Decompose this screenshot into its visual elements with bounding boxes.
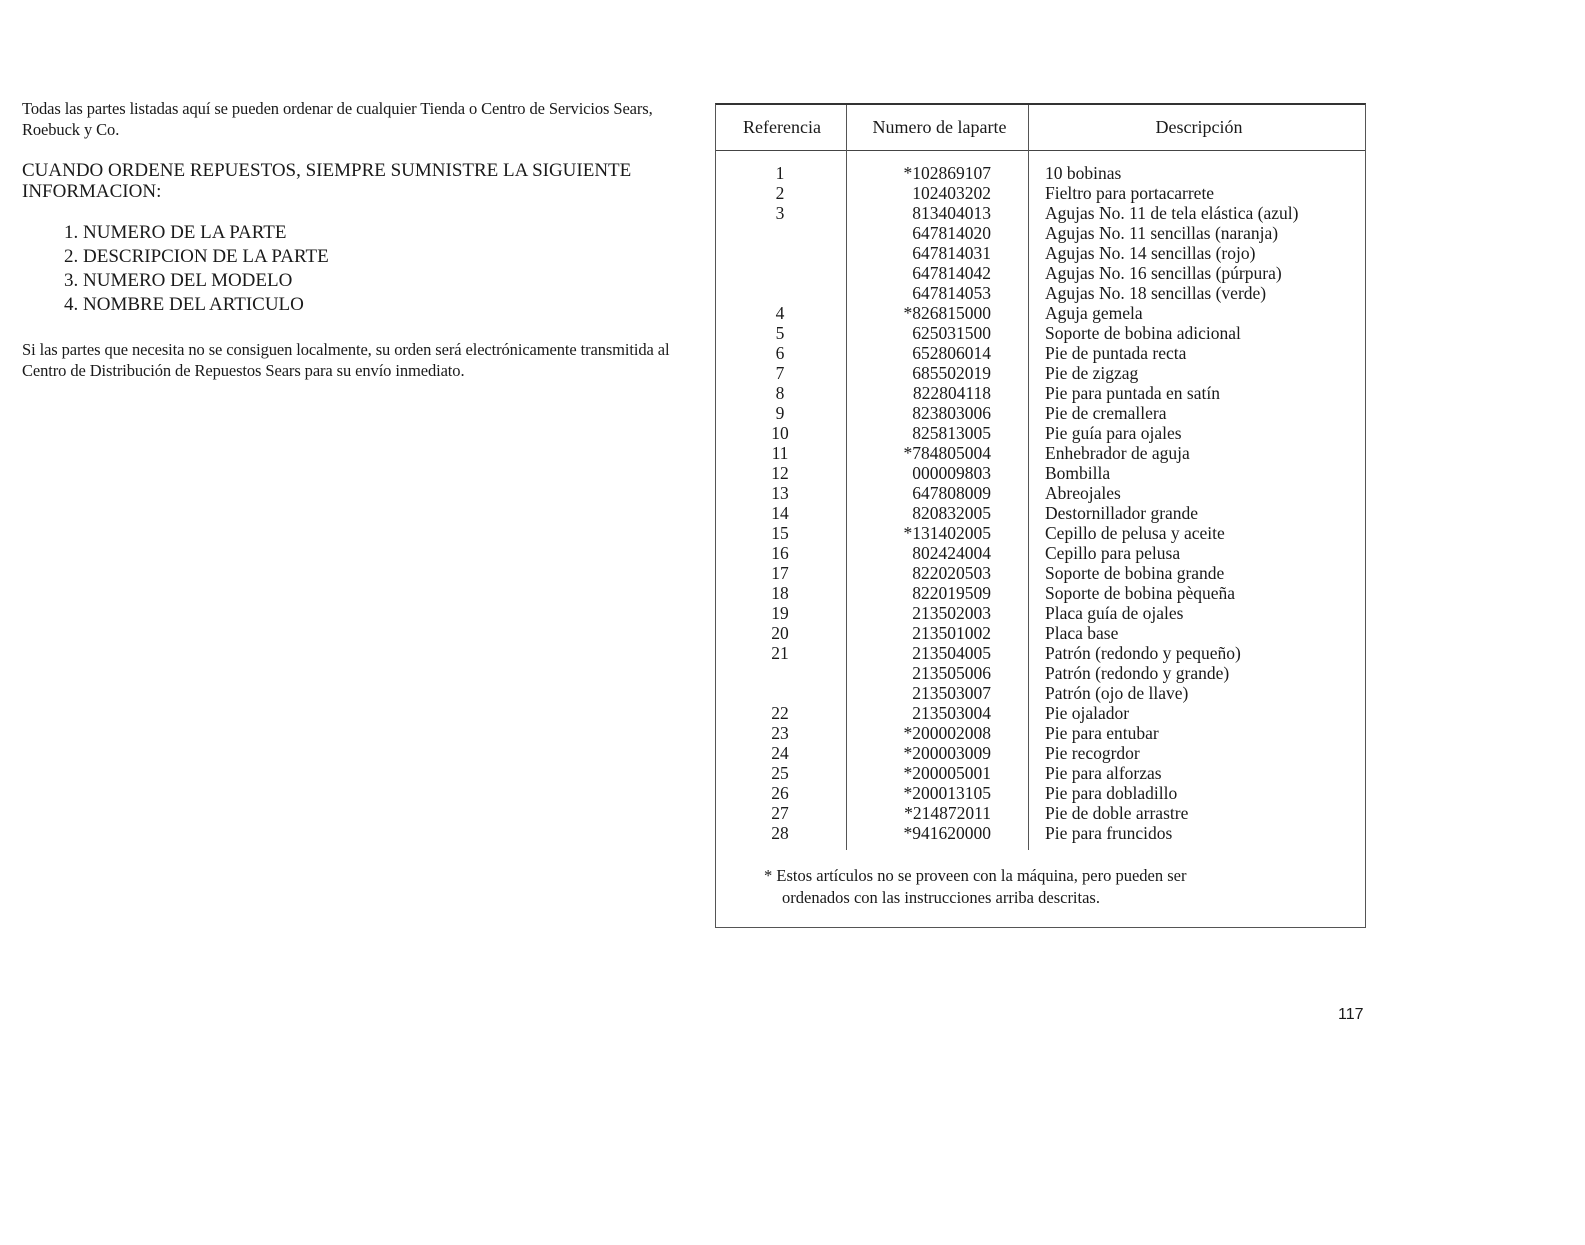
table-row [716,743,1365,763]
cell-description: Patrón (redondo y grande) [1045,663,1230,683]
cell-description: Pie de zigzag [1045,363,1139,383]
cell-description: Pie de doble arrastre [1045,803,1189,823]
cell-description: Fieltro para portacarrete [1045,183,1215,203]
header-reference: Referencia [743,117,821,137]
cell-part-number: 647814042 [912,263,991,283]
cell-description: Pie recogrdor [1045,743,1140,763]
cell-reference: 23 [771,723,789,743]
cell-reference: 5 [775,323,785,343]
cell-part-number: *102869107 [903,163,991,183]
cell-description: Pie guía para ojales [1045,423,1182,443]
table-row [716,323,1365,343]
list-item: 3. NUMERO DEL MODELO [64,270,293,291]
table-row [716,543,1365,563]
cell-part-number: 000009803 [912,463,991,483]
footnote-line: ordenados con las instrucciones arriba descritas. [782,888,1100,907]
table-row [716,343,1365,363]
cell-part-number: *214872011 [904,803,991,823]
cell-description: Pie para entubar [1045,723,1159,743]
table-row [716,183,1365,203]
table-row [716,763,1365,783]
cell-part-number: 823803006 [912,403,991,423]
cell-description: Soporte de bobina adicional [1045,323,1241,343]
table-row [716,463,1365,483]
cell-part-number: *200005001 [903,763,991,783]
cell-reference: 2 [775,183,785,203]
cell-part-number: *941620000 [903,823,991,843]
cell-description: Placa base [1045,623,1119,643]
cell-description: Agujas No. 16 sencillas (púrpura) [1045,263,1282,283]
cell-description: Pie de puntada recta [1045,343,1187,363]
table-row [716,803,1365,823]
cell-reference: 20 [771,623,789,643]
table-row [716,523,1365,543]
header-part-number: Numero de laparte [872,117,1007,137]
cell-description: Agujas No. 14 sencillas (rojo) [1045,243,1256,263]
cell-reference: 22 [771,703,789,723]
table-row [716,703,1365,723]
cell-reference: 14 [771,503,789,523]
page-number: 117 [1338,1006,1364,1023]
list-item: 2. DESCRIPCION DE LA PARTE [64,246,329,267]
cell-reference: 13 [771,483,789,503]
cell-reference: 4 [775,303,785,323]
cell-reference: 21 [771,643,789,663]
intro-paragraph: Todas las partes listadas aquí se pueden ordenar de cualquier Tienda o Centro de Servicios Sears, Roebuck y Co. [22,99,653,139]
table-row [716,603,1365,623]
table-row [716,363,1365,383]
cell-reference: 17 [771,563,789,583]
cell-reference: 26 [771,783,789,803]
table-row [716,443,1365,463]
cell-reference: 15 [771,523,789,543]
table-row [716,283,1365,303]
cell-part-number: 813404013 [912,203,991,223]
cell-reference: 27 [771,803,789,823]
required-info-list [64,221,682,317]
cell-part-number: 802424004 [912,543,991,563]
table-row [716,643,1365,663]
cell-reference: 6 [775,343,785,363]
table-row [716,403,1365,423]
table-row [716,243,1365,263]
cell-description: Patrón (ojo de llave) [1045,683,1189,703]
ordering-instructions [22,98,682,381]
cell-part-number: 213503004 [912,703,991,723]
table-row [716,563,1365,583]
list-item: 4. NOMBRE DEL ARTICULO [64,294,304,315]
cell-part-number: 647814031 [912,243,991,263]
cell-description: Patrón (redondo y pequeño) [1045,643,1241,663]
cell-description: Bombilla [1045,463,1111,483]
table-row [716,263,1365,283]
cell-part-number: 822020503 [912,563,991,583]
list-item: 1. NUMERO DE LA PARTE [64,222,287,243]
cell-part-number: 647814053 [912,283,991,303]
table-row [716,623,1365,643]
cell-part-number: 685502019 [912,363,991,383]
cell-reference: 18 [771,583,789,603]
cell-reference: 28 [771,823,789,843]
table-row [716,823,1365,843]
cell-description: Pie para dobladillo [1045,783,1178,803]
cell-part-number: 822804118 [912,383,991,403]
table-row [716,503,1365,523]
cell-reference: 1 [775,163,785,183]
cell-description: Enhebrador de aguja [1045,443,1190,463]
cell-part-number: *826815000 [903,303,991,323]
cell-part-number: 213501002 [912,623,991,643]
cell-description: Agujas No. 18 sencillas (verde) [1045,283,1267,303]
cell-part-number: 213502003 [912,603,991,623]
cell-description: Pie para puntada en satín [1045,383,1220,403]
parts-table [715,103,1366,928]
table-row [716,483,1365,503]
cell-part-number: *200002008 [903,723,991,743]
footnote-line: * Estos artículos no se proveen con la máquina, pero pueden ser [764,866,1187,885]
cell-part-number: 213505006 [912,663,991,683]
cell-part-number: *200013105 [903,783,991,803]
cell-description: Pie de cremallera [1045,403,1167,423]
cell-part-number: 652806014 [912,343,991,363]
cell-description: Cepillo de pelusa y aceite [1045,523,1225,543]
cell-reference: 12 [771,463,789,483]
cell-part-number: *200003009 [903,743,991,763]
table-row [716,723,1365,743]
cell-part-number: 820832005 [912,503,991,523]
cell-description: Soporte de bobina pèqueña [1045,583,1236,603]
cell-description: Pie ojalador [1045,703,1130,723]
cell-part-number: 825813005 [912,423,991,443]
cell-reference: 8 [775,383,785,403]
table-row [716,303,1365,323]
table-row [716,203,1365,223]
cell-reference: 24 [771,743,789,763]
table-row [716,383,1365,403]
cell-part-number: *131402005 [903,523,991,543]
ordering-heading: CUANDO ORDENE REPUESTOS, SIEMPRE SUMNISTRE LA SIGUIENTE INFORMACION: [22,160,632,202]
cell-part-number: 822019509 [912,583,991,603]
cell-part-number: 625031500 [912,323,991,343]
cell-reference: 7 [775,363,785,383]
cell-reference: 19 [771,603,789,623]
table-row [716,783,1365,803]
cell-part-number: 102403202 [912,183,991,203]
table-row [716,663,1365,683]
cell-part-number: 213503007 [912,683,991,703]
footnote [764,865,1344,909]
cell-part-number: 213504005 [912,643,991,663]
table-row [716,683,1365,703]
table-row [716,223,1365,243]
closing-paragraph: Si las partes que necesita no se consiguen localmente, su orden será electrónicamente transmitida al Centro de Distribución de Repuestos Sears para su envío inmediato. [22,340,670,380]
cell-description: Pie para fruncidos [1045,823,1173,843]
cell-description: Agujas No. 11 sencillas (naranja) [1045,223,1279,243]
header-description: Descripción [1155,117,1243,137]
cell-reference: 10 [771,423,789,443]
cell-reference: 11 [771,443,789,463]
table-body [716,163,1365,843]
cell-description: Pie para alforzas [1045,763,1162,783]
cell-description: Placa guía de ojales [1045,603,1184,623]
cell-reference: 16 [771,543,789,563]
cell-description: 10 bobinas [1045,163,1122,183]
table-row [716,583,1365,603]
cell-part-number: 647808009 [912,483,991,503]
cell-part-number: 647814020 [912,223,991,243]
cell-reference: 9 [775,403,785,423]
cell-description: Abreojales [1045,483,1121,503]
cell-reference: 25 [771,763,789,783]
cell-description: Soporte de bobina grande [1045,563,1225,583]
cell-part-number: *784805004 [903,443,991,463]
table-row [716,423,1365,443]
cell-reference: 3 [775,203,785,223]
cell-description: Destornillador grande [1045,503,1199,523]
cell-description: Aguja gemela [1045,303,1143,323]
table-header [716,105,1365,151]
table-row [716,163,1365,183]
cell-description: Cepillo para pelusa [1045,543,1181,563]
cell-description: Agujas No. 11 de tela elástica (azul) [1045,203,1299,223]
